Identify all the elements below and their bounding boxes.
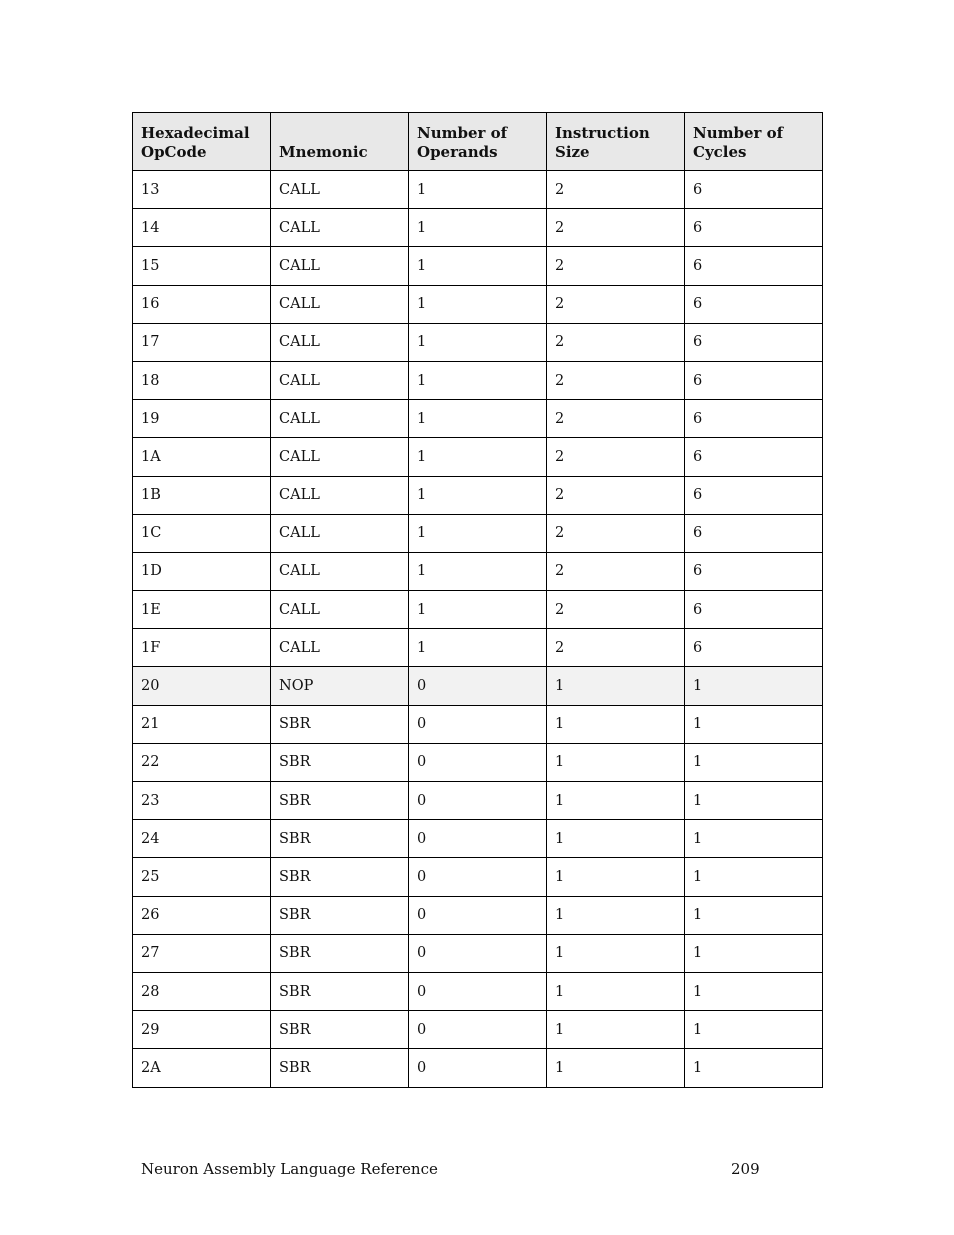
cell-operands: 1	[409, 438, 547, 476]
cell-mnemonic: CALL	[271, 591, 409, 629]
cell-mnemonic: SBR	[271, 705, 409, 743]
table-body	[133, 171, 823, 1088]
cell-size: 1	[547, 1011, 685, 1049]
cell-size: 2	[547, 209, 685, 247]
table-row	[133, 782, 823, 820]
table-row	[133, 743, 823, 781]
cell-mnemonic: CALL	[271, 209, 409, 247]
cell-size: 1	[547, 743, 685, 781]
cell-opcode: 1A	[133, 438, 271, 476]
cell-operands: 0	[409, 1011, 547, 1049]
cell-operands: 0	[409, 782, 547, 820]
cell-operands: 1	[409, 209, 547, 247]
cell-size: 2	[547, 591, 685, 629]
cell-cycles: 1	[685, 1049, 823, 1087]
cell-size: 2	[547, 323, 685, 361]
cell-opcode: 24	[133, 820, 271, 858]
cell-cycles: 6	[685, 361, 823, 399]
cell-opcode: 16	[133, 285, 271, 323]
cell-operands: 1	[409, 361, 547, 399]
cell-mnemonic: CALL	[271, 323, 409, 361]
cell-cycles: 1	[685, 782, 823, 820]
cell-cycles: 6	[685, 552, 823, 590]
cell-opcode: 2A	[133, 1049, 271, 1087]
column-header-size: Instruction Size	[547, 113, 685, 171]
cell-mnemonic: CALL	[271, 285, 409, 323]
cell-mnemonic: CALL	[271, 171, 409, 209]
cell-opcode: 19	[133, 400, 271, 438]
table-row	[133, 552, 823, 590]
cell-size: 2	[547, 171, 685, 209]
cell-operands: 0	[409, 667, 547, 705]
cell-operands: 0	[409, 896, 547, 934]
cell-cycles: 6	[685, 247, 823, 285]
cell-cycles: 1	[685, 896, 823, 934]
cell-size: 2	[547, 476, 685, 514]
cell-size: 2	[547, 552, 685, 590]
table-row	[133, 476, 823, 514]
table-row	[133, 514, 823, 552]
cell-operands: 1	[409, 591, 547, 629]
cell-opcode: 27	[133, 934, 271, 972]
cell-mnemonic: SBR	[271, 1049, 409, 1087]
cell-cycles: 1	[685, 934, 823, 972]
cell-opcode: 21	[133, 705, 271, 743]
cell-cycles: 1	[685, 858, 823, 896]
cell-cycles: 6	[685, 285, 823, 323]
cell-size: 1	[547, 896, 685, 934]
cell-operands: 0	[409, 1049, 547, 1087]
table-header-row	[133, 113, 823, 171]
cell-size: 2	[547, 629, 685, 667]
table-row	[133, 934, 823, 972]
table-row	[133, 705, 823, 743]
cell-opcode: 1B	[133, 476, 271, 514]
table-row	[133, 323, 823, 361]
cell-size: 1	[547, 972, 685, 1010]
cell-opcode: 22	[133, 743, 271, 781]
cell-operands: 0	[409, 858, 547, 896]
cell-opcode: 15	[133, 247, 271, 285]
cell-cycles: 6	[685, 400, 823, 438]
cell-size: 1	[547, 820, 685, 858]
cell-mnemonic: SBR	[271, 934, 409, 972]
cell-size: 2	[547, 438, 685, 476]
cell-mnemonic: NOP	[271, 667, 409, 705]
cell-cycles: 1	[685, 972, 823, 1010]
table-row	[133, 285, 823, 323]
cell-mnemonic: CALL	[271, 247, 409, 285]
table-row	[133, 896, 823, 934]
cell-cycles: 1	[685, 705, 823, 743]
cell-mnemonic: SBR	[271, 972, 409, 1010]
table-row	[133, 247, 823, 285]
cell-mnemonic: CALL	[271, 514, 409, 552]
footer-document-title: Neuron Assembly Language Reference	[141, 1160, 438, 1178]
cell-operands: 1	[409, 323, 547, 361]
cell-operands: 1	[409, 400, 547, 438]
cell-opcode: 1D	[133, 552, 271, 590]
table-row	[133, 361, 823, 399]
table-row	[133, 1011, 823, 1049]
cell-mnemonic: SBR	[271, 782, 409, 820]
cell-mnemonic: CALL	[271, 400, 409, 438]
cell-opcode: 28	[133, 972, 271, 1010]
cell-mnemonic: SBR	[271, 820, 409, 858]
cell-size: 2	[547, 514, 685, 552]
cell-mnemonic: SBR	[271, 858, 409, 896]
cell-cycles: 6	[685, 476, 823, 514]
cell-cycles: 6	[685, 438, 823, 476]
cell-operands: 0	[409, 972, 547, 1010]
cell-cycles: 6	[685, 629, 823, 667]
table-row	[133, 972, 823, 1010]
cell-cycles: 6	[685, 171, 823, 209]
cell-operands: 1	[409, 552, 547, 590]
cell-operands: 1	[409, 514, 547, 552]
cell-cycles: 1	[685, 1011, 823, 1049]
table-row	[133, 438, 823, 476]
cell-mnemonic: CALL	[271, 552, 409, 590]
cell-size: 1	[547, 858, 685, 896]
cell-cycles: 1	[685, 743, 823, 781]
cell-size: 1	[547, 782, 685, 820]
table-row	[133, 209, 823, 247]
cell-opcode: 20	[133, 667, 271, 705]
table-row	[133, 591, 823, 629]
cell-opcode: 17	[133, 323, 271, 361]
column-header-opcode: Hexadecimal OpCode	[133, 113, 271, 171]
footer-page-number: 209	[731, 1160, 760, 1178]
cell-mnemonic: SBR	[271, 1011, 409, 1049]
opcode-table	[132, 112, 823, 1088]
column-header-cycles: Number of Cycles	[685, 113, 823, 171]
cell-size: 2	[547, 247, 685, 285]
cell-operands: 1	[409, 476, 547, 514]
column-header-operands: Number of Operands	[409, 113, 547, 171]
cell-mnemonic: CALL	[271, 476, 409, 514]
cell-cycles: 6	[685, 209, 823, 247]
cell-mnemonic: CALL	[271, 361, 409, 399]
table-row	[133, 820, 823, 858]
cell-mnemonic: CALL	[271, 438, 409, 476]
cell-operands: 1	[409, 629, 547, 667]
cell-size: 2	[547, 361, 685, 399]
cell-mnemonic: SBR	[271, 896, 409, 934]
cell-opcode: 26	[133, 896, 271, 934]
cell-opcode: 18	[133, 361, 271, 399]
cell-cycles: 6	[685, 323, 823, 361]
cell-cycles: 6	[685, 591, 823, 629]
cell-opcode: 1F	[133, 629, 271, 667]
cell-mnemonic: CALL	[271, 629, 409, 667]
table-row	[133, 171, 823, 209]
cell-opcode: 1C	[133, 514, 271, 552]
column-header-mnemonic: Mnemonic	[271, 113, 409, 171]
table-row	[133, 629, 823, 667]
cell-opcode: 25	[133, 858, 271, 896]
cell-size: 1	[547, 934, 685, 972]
table-row	[133, 400, 823, 438]
table-row	[133, 667, 823, 705]
cell-opcode: 14	[133, 209, 271, 247]
cell-opcode: 23	[133, 782, 271, 820]
cell-operands: 1	[409, 247, 547, 285]
cell-size: 2	[547, 400, 685, 438]
cell-operands: 0	[409, 820, 547, 858]
table-row	[133, 1049, 823, 1087]
cell-size: 1	[547, 667, 685, 705]
cell-operands: 1	[409, 171, 547, 209]
cell-cycles: 1	[685, 667, 823, 705]
cell-opcode: 13	[133, 171, 271, 209]
cell-operands: 0	[409, 705, 547, 743]
cell-operands: 0	[409, 743, 547, 781]
cell-size: 2	[547, 285, 685, 323]
cell-cycles: 6	[685, 514, 823, 552]
cell-size: 1	[547, 1049, 685, 1087]
cell-operands: 0	[409, 934, 547, 972]
cell-size: 1	[547, 705, 685, 743]
cell-opcode: 1E	[133, 591, 271, 629]
cell-opcode: 29	[133, 1011, 271, 1049]
cell-cycles: 1	[685, 820, 823, 858]
cell-mnemonic: SBR	[271, 743, 409, 781]
table-row	[133, 858, 823, 896]
cell-operands: 1	[409, 285, 547, 323]
